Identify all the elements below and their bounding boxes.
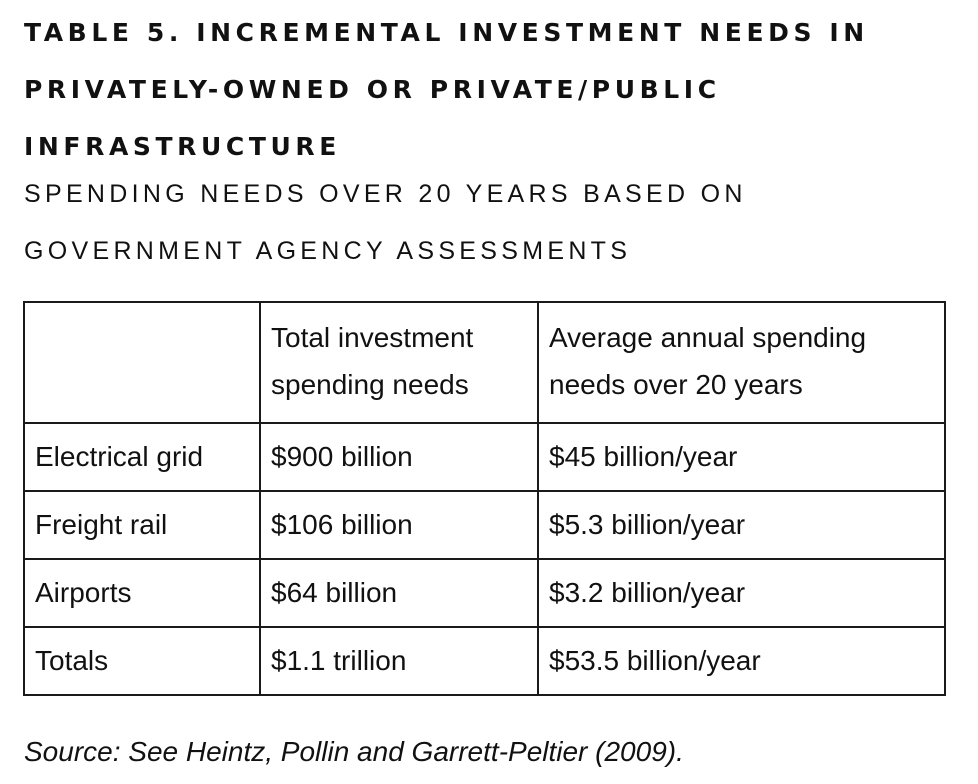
- header-cell-total: Total investment spending needs: [260, 302, 538, 423]
- row-total-cell: $106 billion: [260, 491, 538, 559]
- row-annual-cell: $3.2 billion/year: [538, 559, 945, 627]
- row-category-cell: Electrical grid: [24, 423, 260, 491]
- row-total-cell: $1.1 trillion: [260, 627, 538, 695]
- header-cell-annual: Average annual spending needs over 20 years: [538, 302, 945, 423]
- row-category-cell: Freight rail: [24, 491, 260, 559]
- row-total-cell: $64 billion: [260, 559, 538, 627]
- source-note: Source: See Heintz, Pollin and Garrett-Peltier (2009).: [24, 736, 684, 767]
- table-row: [24, 559, 945, 627]
- row-annual-cell: $5.3 billion/year: [538, 491, 945, 559]
- row-annual-cell: $53.5 billion/year: [538, 627, 945, 695]
- table-title: TABLE 5. INCREMENTAL INVESTMENT NEEDS IN PRIVATELY-OWNED OR PRIVATE/PUBLIC INFRASTRUCTURE: [24, 18, 869, 161]
- table-header: [24, 302, 945, 423]
- row-total-cell: $900 billion: [260, 423, 538, 491]
- totals-row: [24, 627, 945, 695]
- table-body: [24, 423, 945, 695]
- table-subtitle: SPENDING NEEDS OVER 20 YEARS BASED ON GOVERNMENT AGENCY ASSESSMENTS: [24, 180, 747, 265]
- investment-needs-table: [23, 301, 946, 696]
- row-annual-cell: $45 billion/year: [538, 423, 945, 491]
- row-category-cell: Totals: [24, 627, 260, 695]
- row-category-cell: Airports: [24, 559, 260, 627]
- table-row: [24, 423, 945, 491]
- header-row: [24, 302, 945, 423]
- table-row: [24, 491, 945, 559]
- header-cell-category: [24, 302, 260, 423]
